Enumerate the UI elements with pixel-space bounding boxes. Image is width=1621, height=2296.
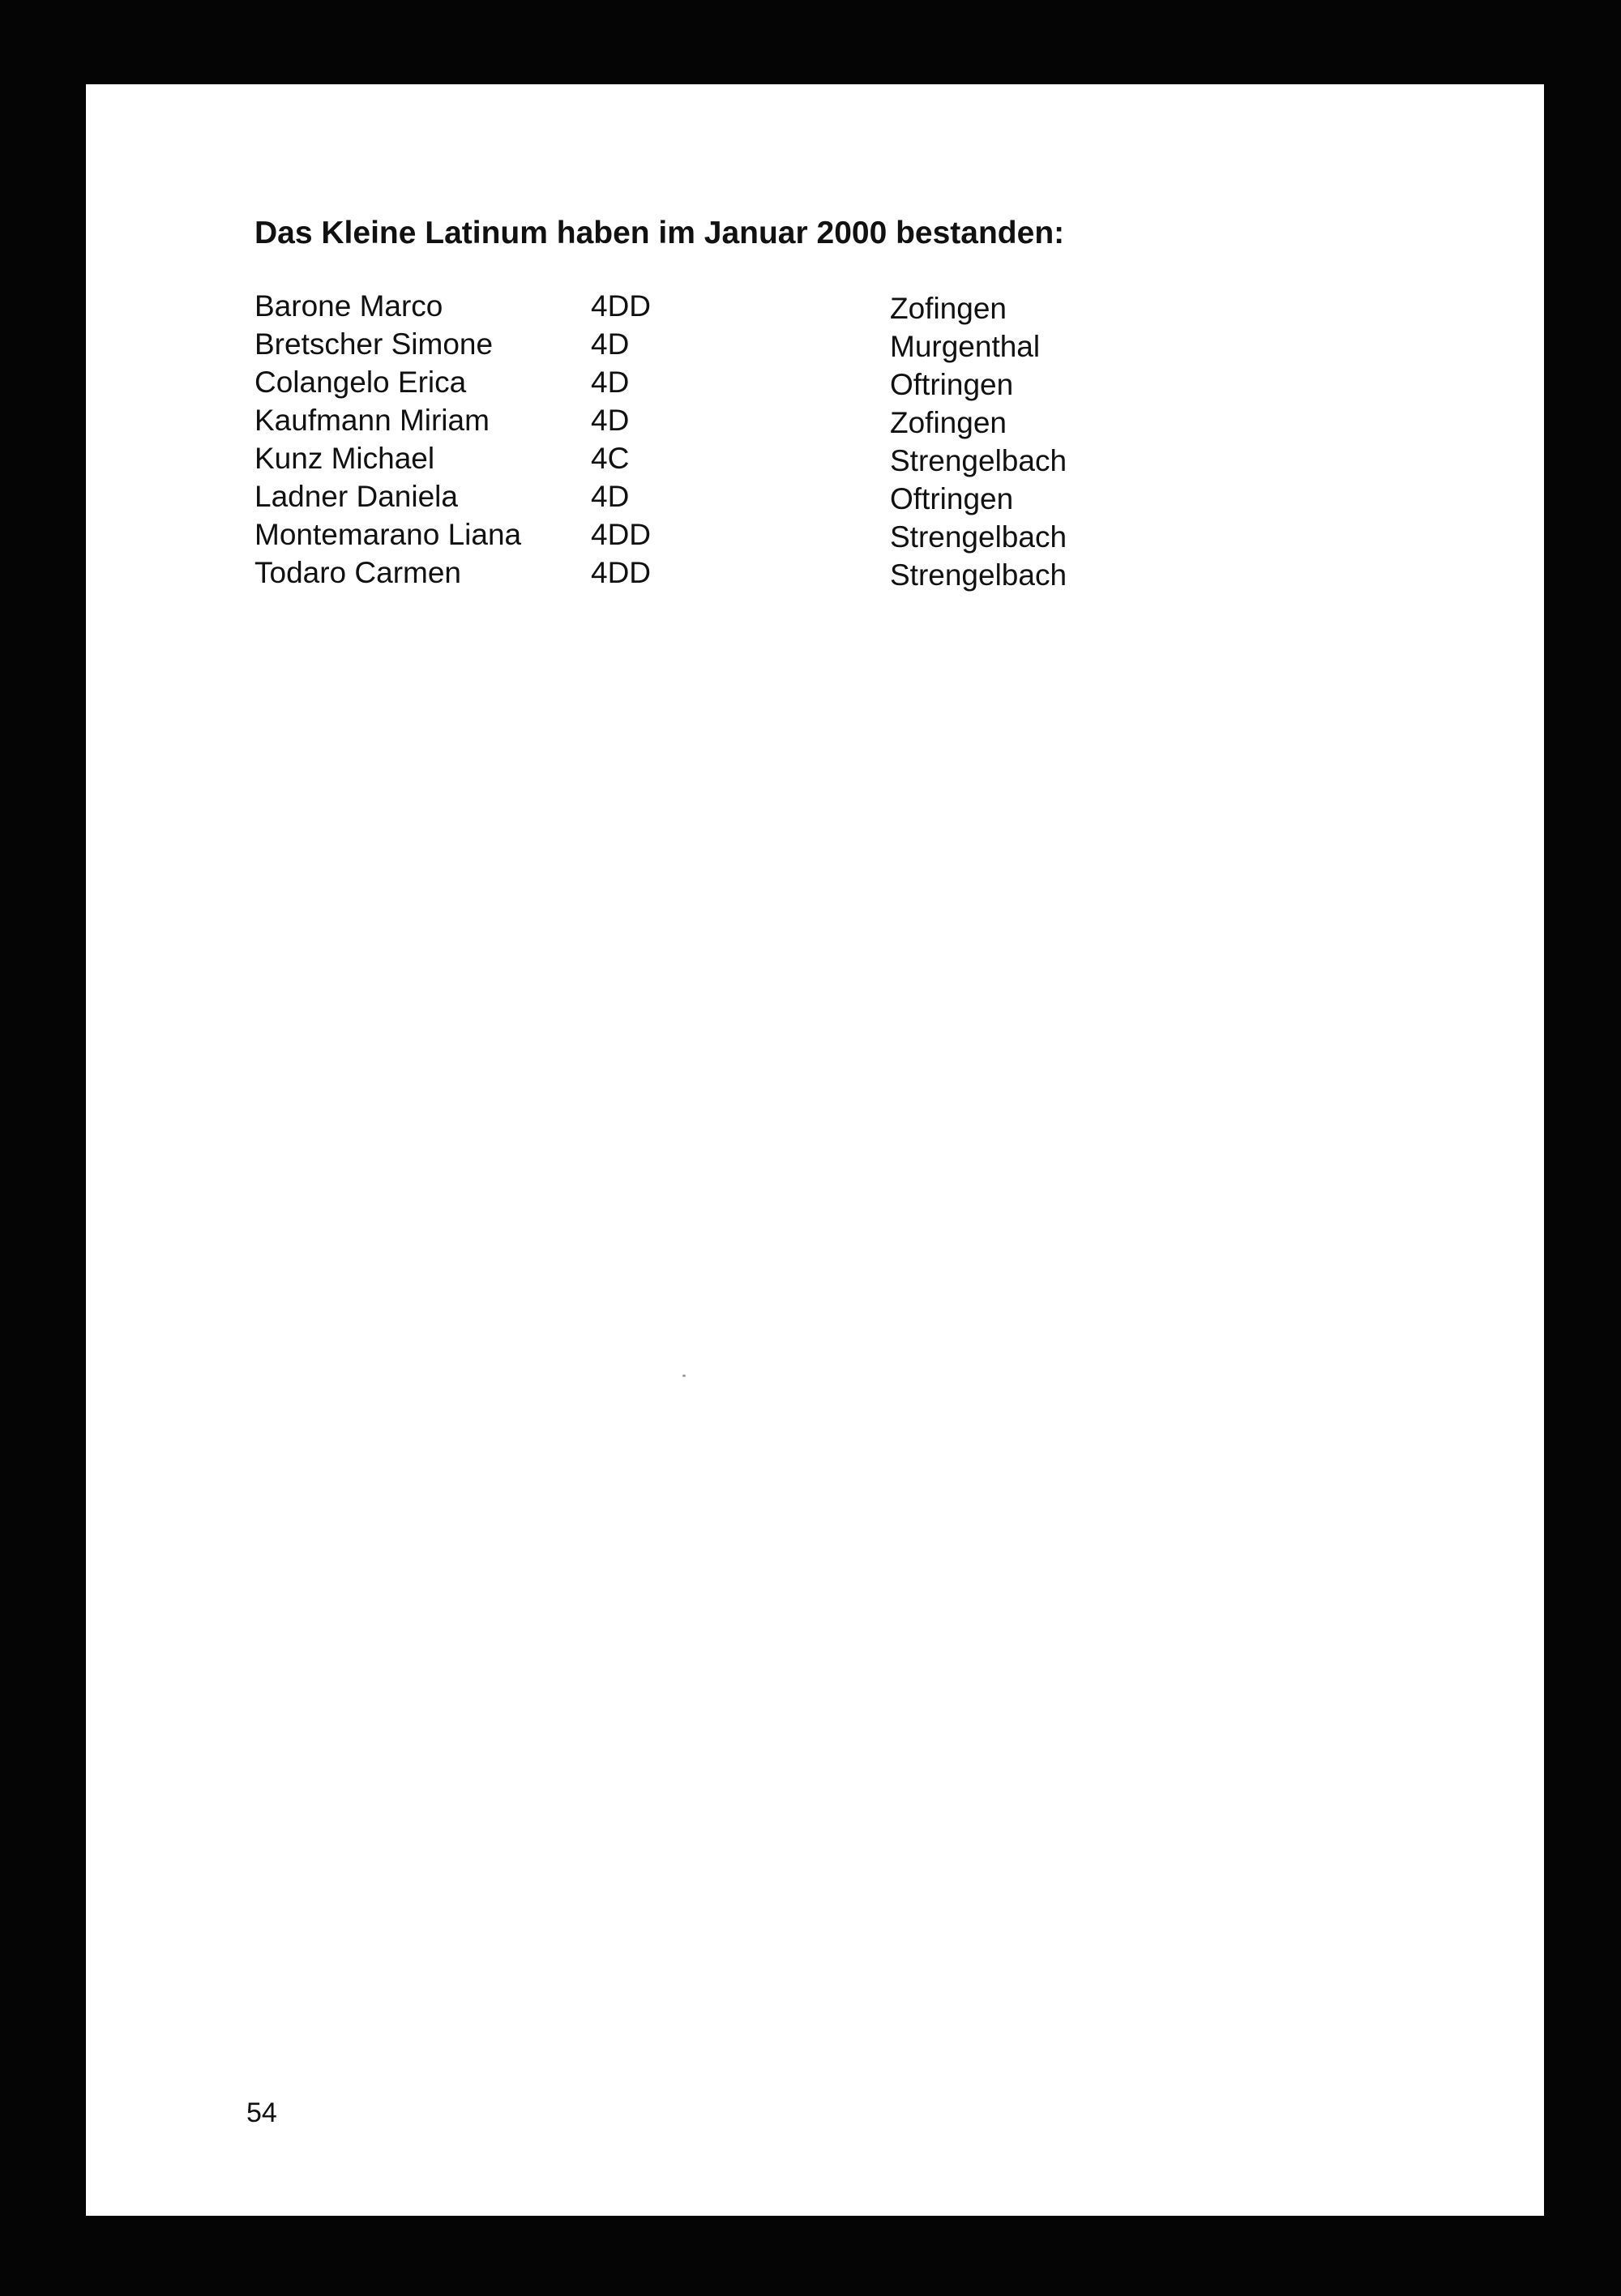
student-town: Murgenthal bbox=[890, 330, 1041, 363]
page-number: 54 bbox=[246, 2097, 277, 2128]
student-name: Kaufmann Miriam bbox=[254, 404, 490, 437]
student-row bbox=[254, 363, 1227, 401]
student-town: Zofingen bbox=[890, 406, 1007, 439]
student-name: Ladner Daniela bbox=[254, 480, 458, 513]
student-town: Zofingen bbox=[890, 292, 1007, 325]
student-town: Strengelbach bbox=[890, 558, 1067, 592]
student-row bbox=[254, 439, 1227, 477]
student-class: 4D bbox=[591, 480, 630, 513]
student-row bbox=[254, 401, 1227, 439]
student-name: Kunz Michael bbox=[254, 442, 435, 475]
student-town: Strengelbach bbox=[890, 520, 1067, 554]
student-class: 4DD bbox=[591, 556, 652, 589]
student-row bbox=[254, 554, 1227, 592]
student-row bbox=[254, 325, 1227, 363]
student-name: Todaro Carmen bbox=[254, 556, 462, 589]
student-town: Oftringen bbox=[890, 368, 1014, 401]
student-town: Oftringen bbox=[890, 482, 1014, 515]
student-class: 4DD bbox=[591, 289, 652, 323]
student-name: Montemarano Liana bbox=[254, 518, 522, 551]
student-class: 4C bbox=[591, 442, 630, 475]
scan-speck bbox=[682, 1375, 686, 1377]
student-class: 4D bbox=[591, 327, 630, 361]
student-name: Colangelo Erica bbox=[254, 366, 467, 399]
student-class: 4D bbox=[591, 366, 630, 399]
student-name: Bretscher Simone bbox=[254, 327, 494, 361]
student-row bbox=[254, 287, 1227, 325]
student-class: 4DD bbox=[591, 518, 652, 551]
student-row bbox=[254, 515, 1227, 554]
document-title: Das Kleine Latinum haben im Januar 2000 bestanden: bbox=[254, 216, 1065, 250]
student-row bbox=[254, 477, 1227, 515]
student-list bbox=[254, 287, 1227, 592]
student-class: 4D bbox=[591, 404, 630, 437]
student-name: Barone Marco bbox=[254, 289, 443, 323]
student-town: Strengelbach bbox=[890, 444, 1067, 477]
document-page bbox=[86, 84, 1544, 2216]
